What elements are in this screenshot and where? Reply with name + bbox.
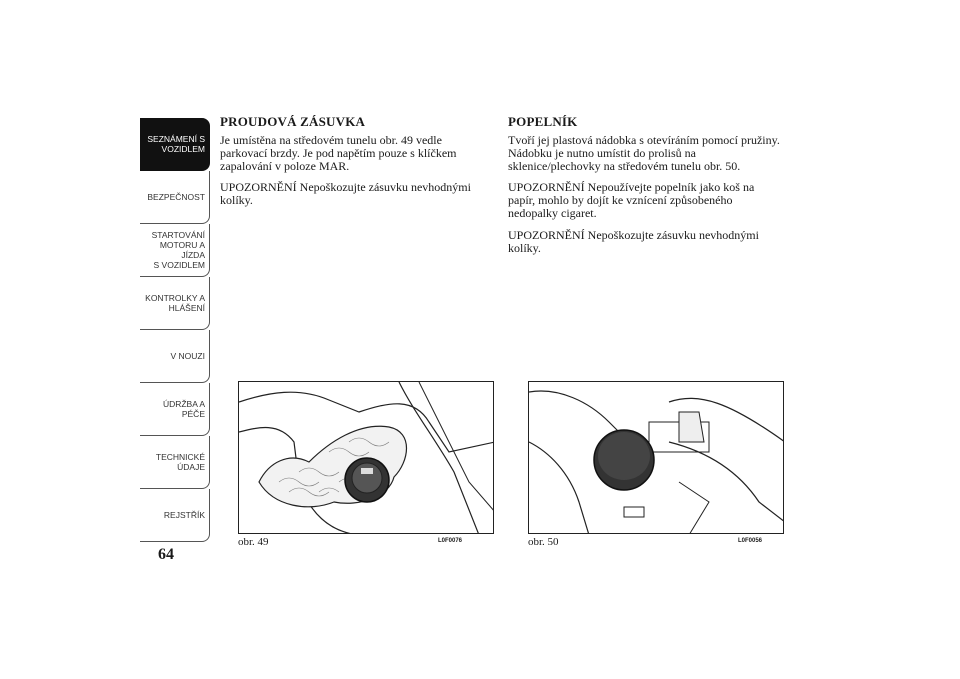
tab-kontrolky[interactable]: KONTROLKY A HLÁŠENÍ [140, 277, 210, 330]
sidebar-tabs [140, 118, 210, 542]
tab-technicke[interactable]: TECHNICKÉ ÚDAJE [140, 436, 210, 489]
figure-caption-49: obr. 49 [238, 536, 269, 548]
right-column [508, 114, 780, 263]
ashtray-illustration [529, 382, 784, 534]
figure-caption-50: obr. 50 [528, 536, 559, 548]
left-column [220, 114, 492, 216]
ashtray-paragraph: Tvoří jej plastová nádobka s otevíráním pomocí pružiny. Nádobku je nutno umístit do prolisů na sklenice/plechovky na středovém tunelu obr. 50. [508, 133, 780, 173]
tab-seznameni[interactable]: SEZNÁMENÍ S VOZIDLEM [140, 118, 210, 171]
page-number: 64 [158, 546, 174, 563]
figure-ashtray [528, 381, 784, 534]
tab-udrzba[interactable]: ÚDRŽBA A PÉČE [140, 383, 210, 436]
figure-code-50: L0F0056 [738, 538, 763, 544]
socket-warning: UPOZORNĚNÍ Nepoškozujte zásuvku nevhodnými kolíky. [220, 180, 471, 208]
section-title-socket: PROUDOVÁ ZÁSUVKA [220, 114, 366, 129]
figure-power-socket [238, 381, 494, 534]
tab-rejstrik[interactable]: REJSTŘÍK [140, 489, 210, 542]
tab-startovani[interactable]: STARTOVÁNÍ MOTORU A JÍZDA S VOZIDLEM [140, 224, 210, 277]
tab-v-nouzi[interactable]: V NOUZI [140, 330, 210, 383]
figure-code-49: L0F0076 [438, 538, 463, 544]
ashtray-warning-2: UPOZORNĚNÍ Nepoškozujte zásuvku nevhodnými kolíky. [508, 227, 759, 255]
socket-paragraph: Je umístěna na středovém tunelu obr. 49 vedle parkovací brzdy. Je pod napětím pouze s klíčkem zapalování v poloze MAR. [220, 133, 457, 173]
tab-bezpecnost[interactable]: BEZPEČNOST [140, 171, 210, 224]
power-socket-illustration [239, 382, 494, 534]
section-title-ashtray: POPELNÍK [508, 114, 578, 129]
ashtray-warning-1: UPOZORNĚNÍ Nepoužívejte popelník jako koš na papír, mohlo by dojít ke vznícení způsobeného nedopalky cigaret. [508, 180, 755, 220]
